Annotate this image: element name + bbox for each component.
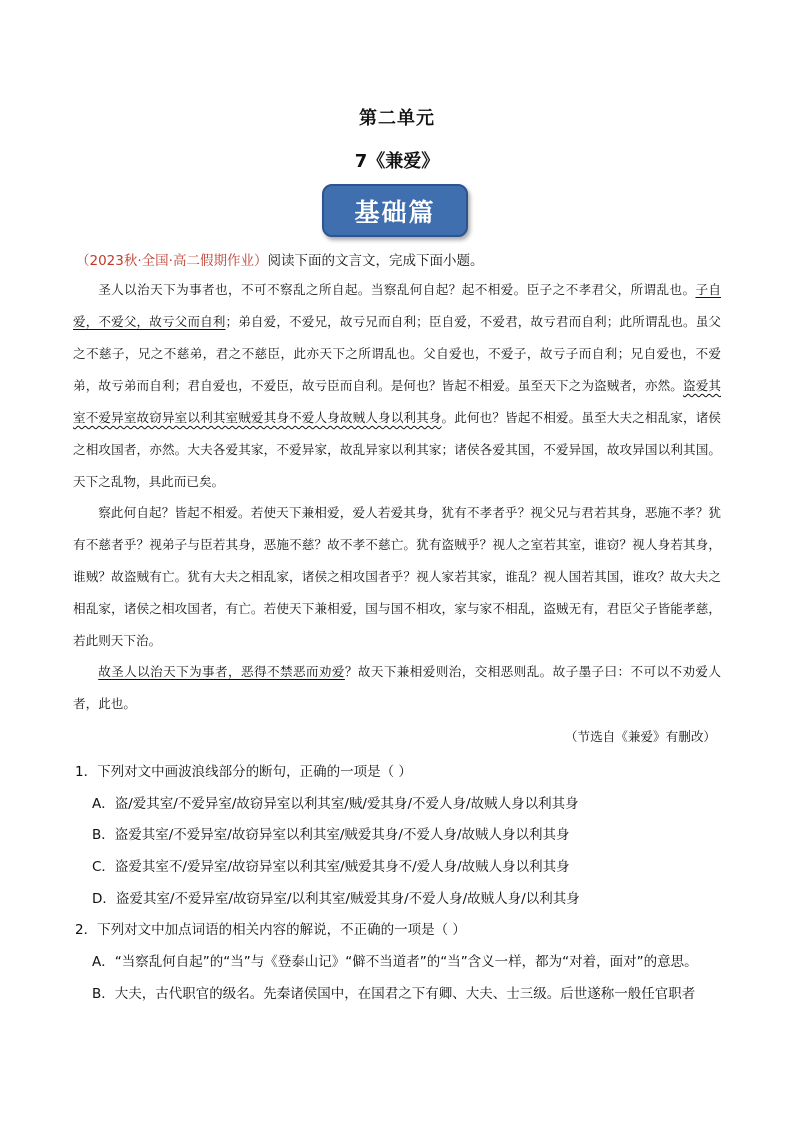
passage-paragraph-2: 察此何自起？皆起不相爱。若使天下兼相爱，爱人若爱其身，犹有不孝者乎？视父兄与君若其身，恶施不孝？犹有不慈者乎？视弟子与臣若其身，恶施不慈？故不孝不慈亡。犹有盗贼乎？视人之室若其室，谁窃？视人身若其身，谁贼？故盗贼有亡。犹有大夫之相乱家，诸侯之相攻国者乎？视人家若其家，谁乱？视人国若其国，谁攻？故大夫之相乱家，诸侯之相攻国者，有亡。若使天下兼相爱，国与国不相攻，家与家不相乱，盗贼无有，君臣父子皆能孝慈，若此则天下治。	[73, 505, 721, 648]
question-2-option-b: B．大夫，古代职官的级名。先秦诸侯国中，在国君之下有卿、大夫、士三级。后世遂称一般任官职者	[92, 986, 696, 1002]
exam-source: （2023秋·全国·高二假期作业）	[76, 253, 268, 269]
passage-text: 圣人以治天下为事者也，不可不察乱之所自起。当察乱何自起？起不相爱。臣子之不孝君父，所谓乱也。	[98, 282, 696, 297]
underlined-sentence: 子自爱，不爱父，故亏父而自利	[73, 282, 722, 329]
passage-text: ；弟自爱，不爱兄，故亏兄而自利；臣自爱，不爱君，故亏君而自利；此所谓乱也。虽父之不慈子，兄之不慈弟，君之不慈臣，此亦天下之所谓乱也。父自爱也，不爱子，故亏子而自利；兄自爱也，不爱弟，故亏弟而自利；君自爱也，不爱臣，故亏臣而自利。是何也？皆起不相爱。虽至天下之为盗贼者，亦然。	[73, 314, 722, 393]
question-2-option-a: A．“当察乱何自起”的“当”与《登泰山记》“僻不当道者”的“当”含义一样，都为“对着，面对”的意思。	[92, 954, 698, 970]
passage-text: ？故天下兼相爱则治，交相恶则乱。故子墨子曰：不可以不劝爱人者，此也。	[73, 664, 722, 711]
question-1-option-d: D．盗爱其室/不爱异室/故窃异室/以利其室/贼爱其身/不爱人身/故贼人身/以利其身	[92, 891, 580, 907]
question-2-stem: 2．下列对文中加点词语的相关内容的解说，不正确的一项是（ ）	[75, 922, 466, 938]
question-1-option-b: B．盗爱其室/不爱异室/故窃异室以利其室/贼爱其身/不爱人身/故贼人身以利其身	[92, 827, 570, 843]
question-1-option-a: A．盗/爱其室/不爱异室/故窃异室以利其室/贼/爱其身/不爱人身/故贼人身以利其身	[92, 796, 579, 812]
source-note: （节选自《兼爱》有删改）	[564, 729, 716, 744]
section-badge	[322, 184, 468, 237]
passage-paragraph-1	[73, 274, 721, 498]
lesson-title: 7《兼爱》	[354, 151, 440, 172]
question-intro	[76, 249, 483, 269]
passage-paragraph-3	[73, 656, 721, 720]
classical-passage-3	[73, 656, 721, 720]
section-badge-label: 基础篇	[354, 197, 436, 227]
classical-passage	[73, 274, 721, 498]
wavy-underlined-sentence: 盗爱其室不爱异室故窃异室以利其室贼爱其身不爱人身故贼人身以利其身	[73, 378, 722, 425]
underlined-sentence-2: 故圣人以治天下为事者，恶得不禁恶而劝爱	[98, 664, 345, 679]
passage-text: 。此何也？皆起不相爱。虽至大夫之相乱家，诸侯之相攻国者，亦然。大夫各爱其家，不爱异家，故乱异家以利其家；诸侯各爱其国，不爱异国，故攻异国以利其国。天下之乱物，具此而已矣。	[73, 410, 722, 489]
question-1-option-c: C．盗爱其室不/爱异室/故窃异室以利其室/贼爱其身不/爱人身/故贼人身以利其身	[92, 859, 570, 875]
question-1-stem: 1．下列对文中画波浪线部分的断句，正确的一项是（ ）	[75, 764, 412, 780]
classical-passage-2	[73, 497, 721, 657]
intro-instruction: 阅读下面的文言文，完成下面小题。	[267, 253, 484, 269]
unit-title: 第二单元	[359, 108, 435, 129]
